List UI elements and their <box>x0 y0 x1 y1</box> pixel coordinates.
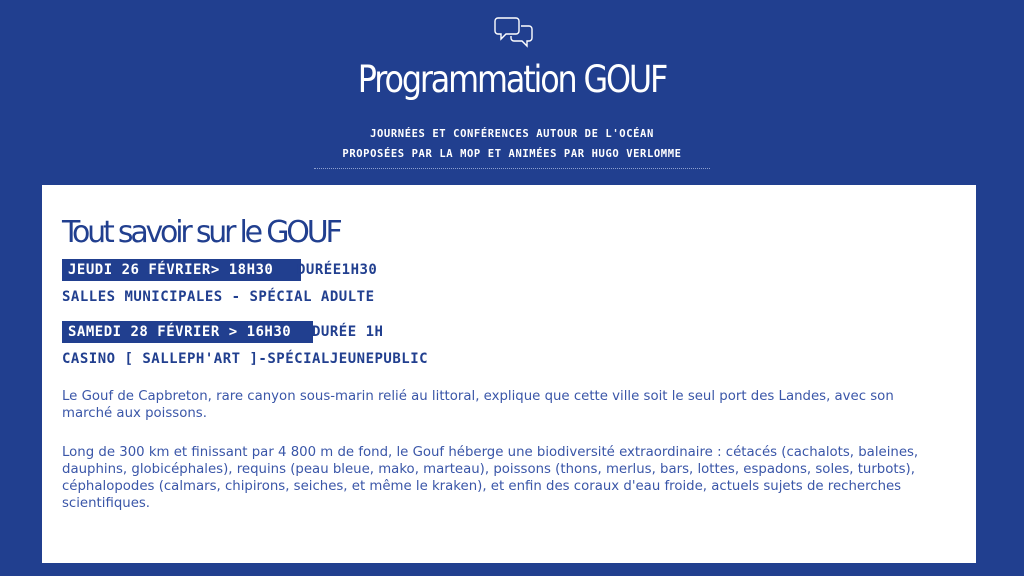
header <box>0 0 1024 185</box>
dotted-divider <box>314 168 710 169</box>
chat-bubbles-icon <box>494 14 536 52</box>
bottom-band <box>0 563 1024 576</box>
page-title: Programmation GOUF <box>357 58 667 101</box>
description-paragraph-2: Long de 300 km et finissant par 4 800 m de fond, le Gouf héberge une biodiversité extraordinaire : cétacés (cachalots, baleines, dauphins, globicéphales), requins (peau bleue, mako, marteau), poissons (thons, merlus, bars, lottes, espadons, soles, turbots), céphalopodes (calmars, chipirons, seiches, et même le kraken), et enfin des coraux d'eau froide, actuels sujets de recherches scientifiques. <box>62 445 919 511</box>
session-1-duration: DURÉE1H30 <box>297 262 378 278</box>
session-1-venue: SALLES MUNICIPALES - SPÉCIAL ADULTE <box>62 289 375 305</box>
subtitle-line-2: PROPOSÉES PAR LA MOP ET ANIMÉES PAR HUGO VERLOMME <box>342 148 682 160</box>
description-paragraph-1: Le Gouf de Capbreton, rare canyon sous-marin relié au littoral, explique que cette ville soit le seul port des Landes, avec son marché aux poissons. <box>62 389 894 421</box>
session-2-venue: CASINO [ SALLEPH'ART ]-SPÉCIALJEUNEPUBLIC <box>62 351 429 367</box>
session-2-date-badge: SAMEDI 28 FÉVRIER > 16H30 <box>62 321 313 343</box>
session-1-date-badge: JEUDI 26 FÉVRIER> 18H30 <box>62 259 301 281</box>
subtitle-line-1: JOURNÉES ET CONFÉRENCES AUTOUR DE L'OCÉAN <box>370 128 654 140</box>
card-title: Tout savoir sur le GOUF <box>62 215 340 250</box>
event-card <box>42 185 976 563</box>
session-2-duration: DURÉE 1H <box>312 324 384 340</box>
